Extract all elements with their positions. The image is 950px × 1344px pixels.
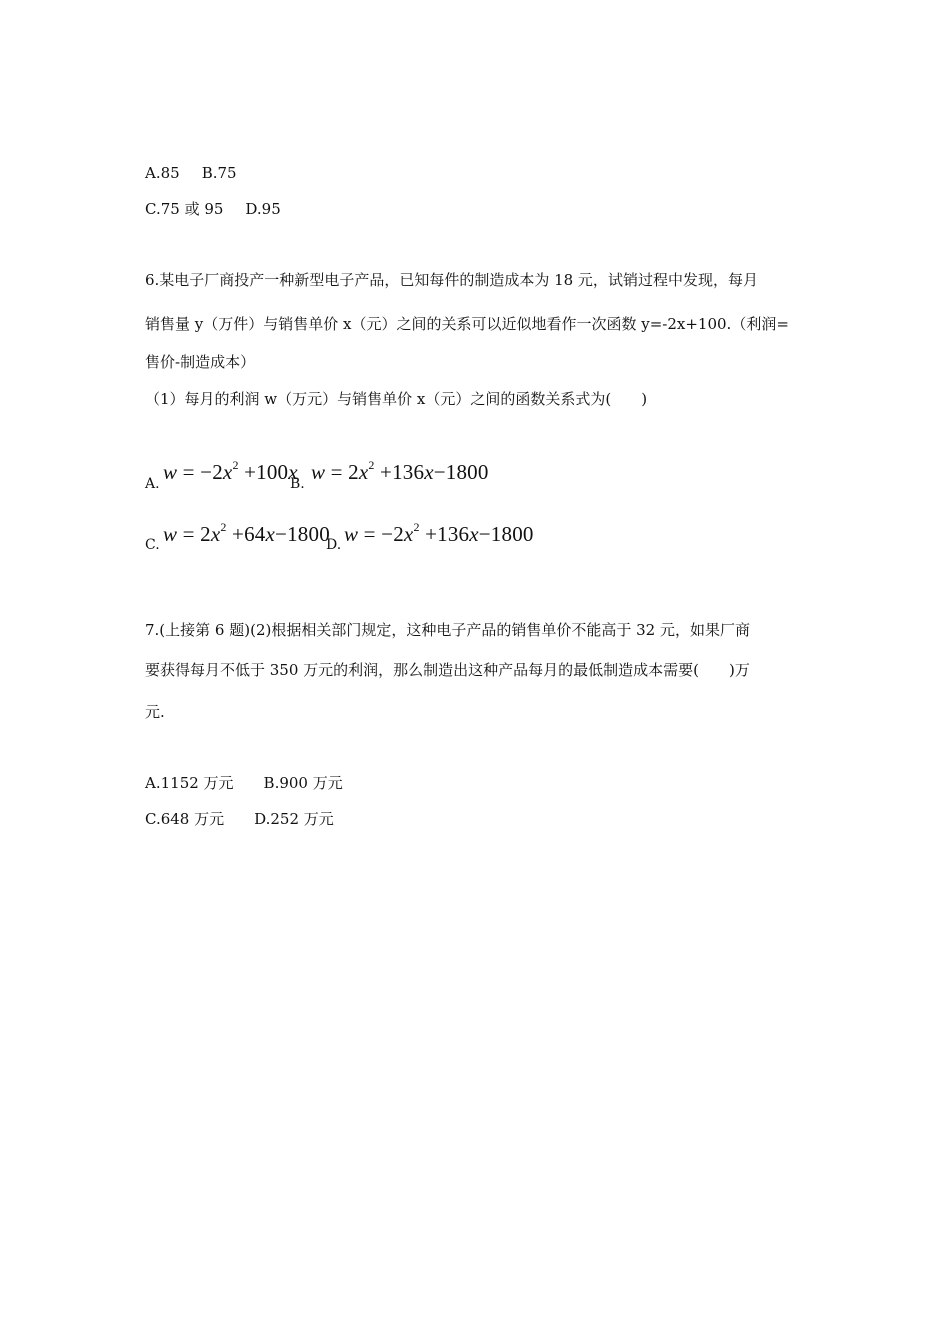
q5-option-c: C.75 或 95 <box>145 200 224 218</box>
q7-option-d: D.252 万元 <box>254 810 334 828</box>
q6-option-c-formula: $w = 2x^2 +64x-1800$ <box>163 520 330 546</box>
q6-option-c-letter: C. <box>145 537 160 553</box>
q7-text-line-2: 要获得每月不低于 350 万元的利润，那么制造出这种产品每月的最低制造成本需要( )万 <box>145 661 750 679</box>
q6-option-b-formula: $w = 2x^2 +136x-1800$ <box>311 458 489 484</box>
q7-text-line-1: 7.(上接第 6 题)(2)根据相关部门规定，这种电子产品的销售单价不能高于 32 元，如果厂商 <box>145 621 750 639</box>
q7-option-c: C.648 万元 <box>145 810 225 828</box>
q7-options-row-1 <box>145 773 343 793</box>
q6-text-line-1: 6.某电子厂商投产一种新型电子产品，已知每件的制造成本为 18 元，试销过程中发现，每月 <box>145 271 758 289</box>
q6-option-d-formula: $w = -2x^2 +136x-1800$ <box>344 520 534 546</box>
q7-text-line-3: 元. <box>145 703 165 721</box>
q6-option-a-formula: $w = -2x^2 +100x$ <box>163 458 298 484</box>
q5-options-row-2 <box>145 199 281 219</box>
q6-text-line-2: 销售量 y（万件）与销售单价 x（元）之间的关系可以近似地看作一次函数 y=-2x+100.（利润= <box>145 315 789 333</box>
q5-option-d: D.95 <box>245 200 281 218</box>
q5-options-row-1 <box>145 163 237 183</box>
q7-options-row-2 <box>145 809 334 829</box>
q6-option-a-letter: A. <box>145 476 160 492</box>
q7-option-a: A.1152 万元 <box>145 774 234 792</box>
q5-option-a: A.85 <box>145 164 180 182</box>
q5-option-b: B.75 <box>201 164 237 182</box>
q6-sub-question-1: （1）每月的利润 w（万元）与销售单价 x（元）之间的函数关系式为( ) <box>145 390 648 408</box>
q6-option-b-letter: B. <box>290 476 305 492</box>
q6-option-d-letter: D. <box>326 537 342 553</box>
q7-option-b: B.900 万元 <box>263 774 343 792</box>
q6-text-line-3: 售价-制造成本） <box>145 353 256 371</box>
